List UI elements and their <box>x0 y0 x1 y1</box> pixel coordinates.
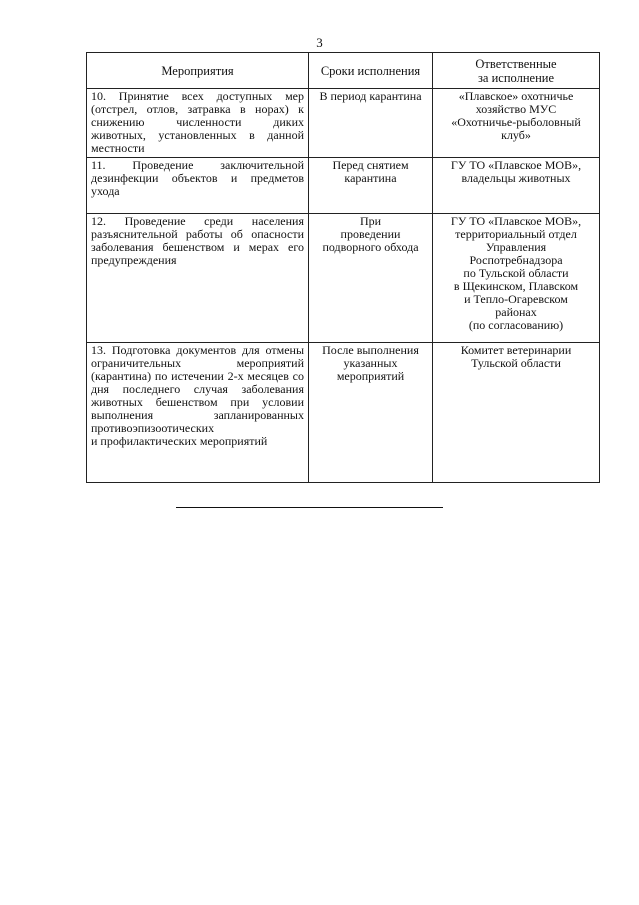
responsible-cell <box>433 158 600 214</box>
deadline-cell <box>309 158 433 214</box>
event-cell <box>87 214 309 343</box>
responsible-cell <box>433 343 600 483</box>
deadline-cell <box>309 89 433 158</box>
deadline-text: Перед снятием карантина <box>332 158 409 185</box>
table-row <box>87 214 600 343</box>
table-row <box>87 158 600 214</box>
deadline-text: При проведении подворного обхода <box>322 214 419 254</box>
responsible-cell <box>433 214 600 343</box>
event-text: 12. Проведение среди населения разъяснительной работы об опасности заболевания бешенством и мерах его предупреждения <box>91 214 304 267</box>
header-responsible: Ответственные за исполнение <box>433 53 600 89</box>
table-row <box>87 343 600 483</box>
responsible-text: Комитет ветеринарии Тульской области <box>460 343 572 370</box>
responsible-text: «Плавское» охотничье хозяйство МУС «Охотничье-рыболовный клуб» <box>451 89 581 142</box>
responsible-text: ГУ ТО «Плавское МОВ», территориальный отдел Управления Роспотребнадзора по Тульской области в Щекинском, Плавском и Тепло-Огаревском районах (по согласованию) <box>450 214 582 332</box>
table-row <box>87 89 600 158</box>
closing-divider-line <box>176 507 443 508</box>
responsible-cell <box>433 89 600 158</box>
deadline-cell <box>309 214 433 343</box>
header-deadlines: Сроки исполнения <box>309 53 433 89</box>
event-text: 10. Принятие всех доступных мер (отстрел, отлов, затравка в норах) к снижению численности диких животных, установленных в данной местности <box>91 89 304 155</box>
deadline-text: В период карантина <box>319 89 422 103</box>
page-number: 3 <box>316 35 323 50</box>
event-cell <box>87 89 309 158</box>
deadline-cell <box>309 343 433 483</box>
responsible-text: ГУ ТО «Плавское МОВ», владельцы животных <box>450 158 582 185</box>
event-cell <box>87 343 309 483</box>
event-cell <box>87 158 309 214</box>
header-events: Мероприятия <box>87 53 309 89</box>
event-text: 13. Подготовка документов для отмены ограничительных мероприятий (карантина) по истечении 2-х месяцев со дня последнего случая заболевания животных бешенством при условии выполнения запланированных противоэпизоотических и профилактических мероприятий <box>91 343 304 448</box>
event-text: 11. Проведение заключительной дезинфекции объектов и предметов ухода <box>91 158 304 198</box>
table-header-row <box>87 53 600 89</box>
measures-table <box>86 52 600 483</box>
deadline-text: После выполнения указанных мероприятий <box>322 343 419 383</box>
